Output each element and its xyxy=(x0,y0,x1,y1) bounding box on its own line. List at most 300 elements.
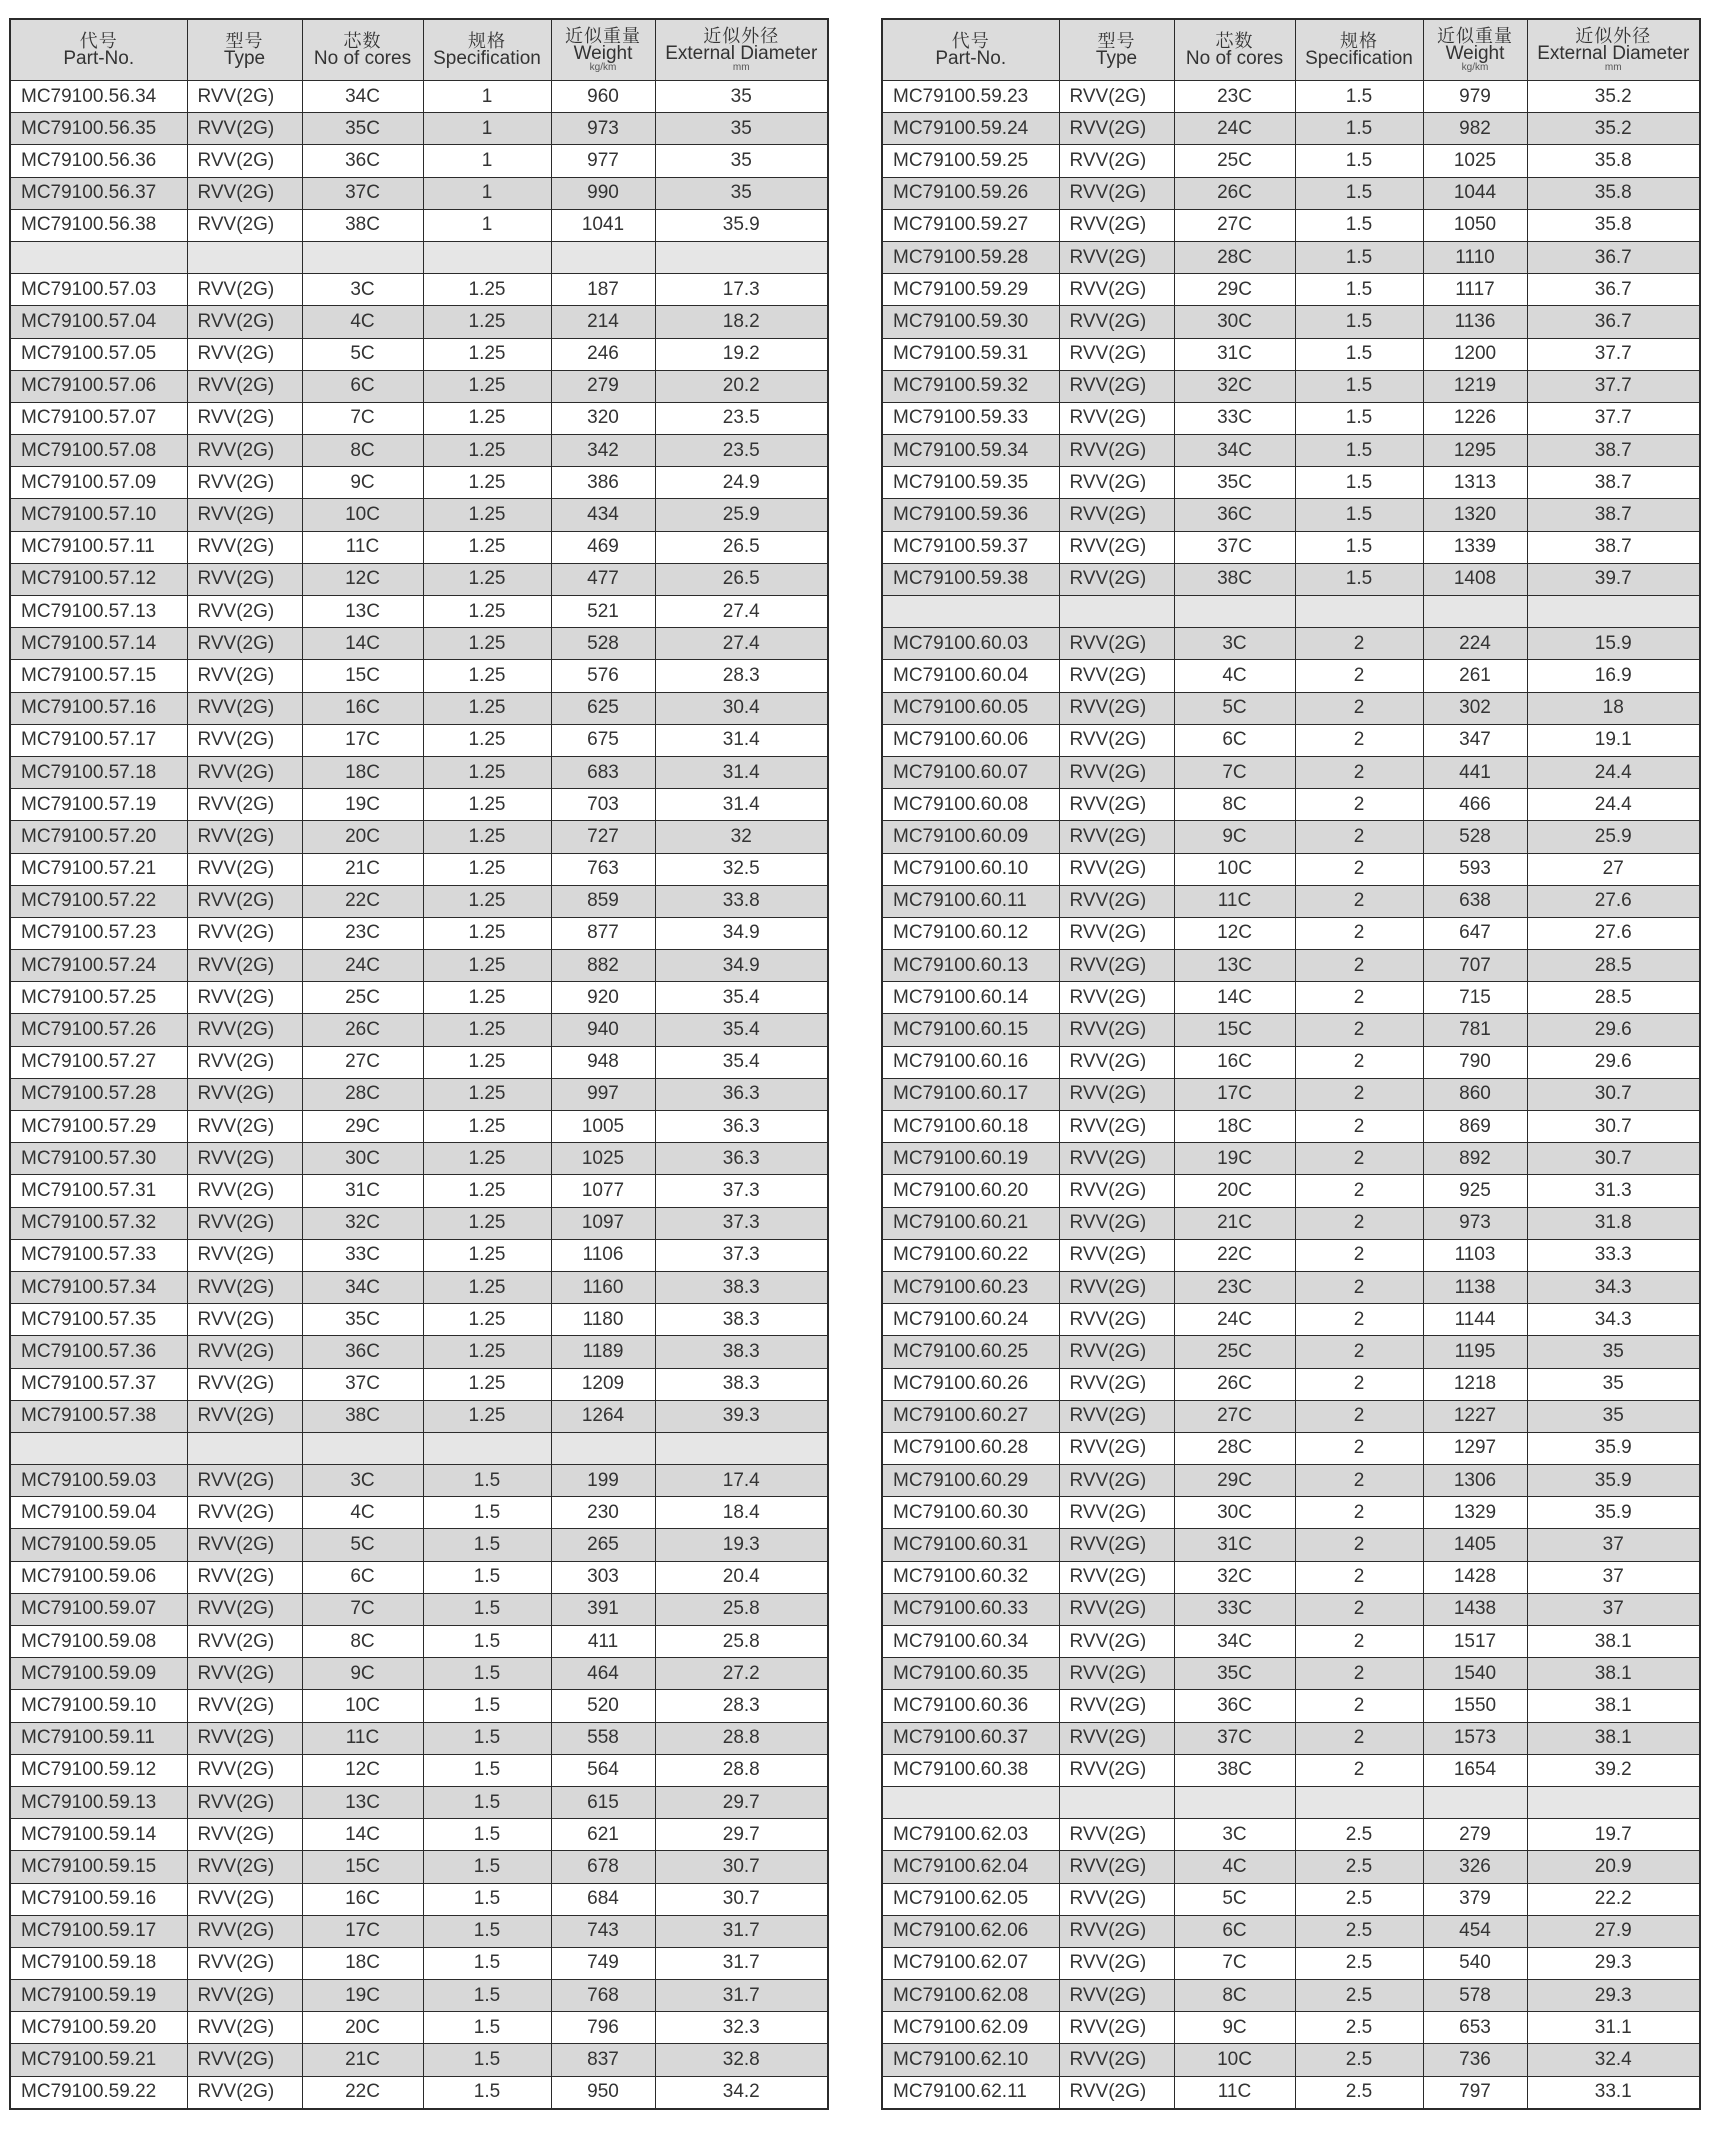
type-cell: RVV(2G) xyxy=(1059,628,1174,660)
type-cell: RVV(2G) xyxy=(187,563,302,595)
type-cell: RVV(2G) xyxy=(187,2076,302,2109)
spec-cell: 1.5 xyxy=(1295,435,1423,467)
table-row xyxy=(10,1078,828,1110)
diameter-cell: 33.8 xyxy=(655,885,828,917)
diameter-cell: 37.3 xyxy=(655,1175,828,1207)
type-cell: RVV(2G) xyxy=(187,1883,302,1915)
weight-cell: 869 xyxy=(1423,1111,1527,1143)
part-no-cell: MC79100.62.07 xyxy=(882,1947,1059,1979)
weight-cell: 940 xyxy=(551,1014,655,1046)
weight-cell: 411 xyxy=(551,1626,655,1658)
part-no-cell: MC79100.62.10 xyxy=(882,2044,1059,2076)
table-row xyxy=(10,1465,828,1497)
type-cell: RVV(2G) xyxy=(187,853,302,885)
weight-cell: 749 xyxy=(551,1947,655,1979)
spec-cell: 2 xyxy=(1295,1239,1423,1271)
type-cell: RVV(2G) xyxy=(187,1980,302,2012)
weight-cell: 578 xyxy=(1423,1980,1527,2012)
weight-cell: 960 xyxy=(551,81,655,113)
weight-cell: 391 xyxy=(551,1593,655,1625)
part-no-cell: MC79100.59.20 xyxy=(10,2012,187,2044)
weight-cell: 454 xyxy=(1423,1915,1527,1947)
part-no-cell: MC79100.59.32 xyxy=(882,370,1059,402)
diameter-cell: 29.3 xyxy=(1527,1980,1700,2012)
spec-cell: 1.25 xyxy=(423,1207,551,1239)
spec-cell: 1.5 xyxy=(423,1980,551,2012)
weight-cell: 736 xyxy=(1423,2044,1527,2076)
spec-table-left xyxy=(9,18,827,2110)
cores-cell: 26C xyxy=(1174,1368,1295,1400)
table-row xyxy=(882,1947,1700,1979)
table-row xyxy=(882,1754,1700,1786)
table-row xyxy=(10,982,828,1014)
weight-cell: 621 xyxy=(551,1819,655,1851)
part-no-cell: MC79100.62.04 xyxy=(882,1851,1059,1883)
type-cell: RVV(2G) xyxy=(1059,241,1174,273)
cores-cell: 37C xyxy=(1174,1722,1295,1754)
weight-cell: 707 xyxy=(1423,950,1527,982)
table-row xyxy=(10,306,828,338)
type-cell: RVV(2G) xyxy=(1059,660,1174,692)
diameter-cell: 37 xyxy=(1527,1529,1700,1561)
part-no-cell: MC79100.62.03 xyxy=(882,1819,1059,1851)
cores-cell: 32C xyxy=(1174,1561,1295,1593)
part-no-cell: MC79100.59.38 xyxy=(882,563,1059,595)
part-no-cell: MC79100.57.33 xyxy=(10,1239,187,1271)
weight-cell: 199 xyxy=(551,1465,655,1497)
type-cell: RVV(2G) xyxy=(1059,145,1174,177)
cores-cell: 30C xyxy=(302,1143,423,1175)
spec-cell: 1.25 xyxy=(423,724,551,756)
empty-cell xyxy=(1295,596,1423,628)
part-no-cell: MC79100.60.08 xyxy=(882,789,1059,821)
table-row xyxy=(882,660,1700,692)
diameter-cell: 30.7 xyxy=(1527,1143,1700,1175)
cores-cell: 12C xyxy=(302,1754,423,1786)
type-cell: RVV(2G) xyxy=(187,499,302,531)
spec-cell: 1.5 xyxy=(1295,306,1423,338)
part-no-cell: MC79100.60.06 xyxy=(882,724,1059,756)
spec-cell: 2 xyxy=(1295,821,1423,853)
part-no-cell: MC79100.59.09 xyxy=(10,1658,187,1690)
weight-cell: 1313 xyxy=(1423,467,1527,499)
part-no-cell: MC79100.57.06 xyxy=(10,370,187,402)
diameter-cell: 31.4 xyxy=(655,724,828,756)
type-cell: RVV(2G) xyxy=(1059,1111,1174,1143)
part-no-cell: MC79100.60.23 xyxy=(882,1271,1059,1303)
part-no-cell: MC79100.57.36 xyxy=(10,1336,187,1368)
diameter-cell: 22.2 xyxy=(1527,1883,1700,1915)
weight-cell: 540 xyxy=(1423,1947,1527,1979)
diameter-cell: 35.8 xyxy=(1527,145,1700,177)
part-no-cell: MC79100.59.29 xyxy=(882,274,1059,306)
spec-cell: 2 xyxy=(1295,1658,1423,1690)
table-row xyxy=(10,435,828,467)
cores-cell: 37C xyxy=(1174,531,1295,563)
table-row xyxy=(882,306,1700,338)
diameter-cell: 38.3 xyxy=(655,1336,828,1368)
weight-cell: 1097 xyxy=(551,1207,655,1239)
blank-separator-row xyxy=(10,1432,828,1464)
table-row xyxy=(10,274,828,306)
spec-cell: 1.5 xyxy=(1295,177,1423,209)
header-cores: 芯数 No of cores xyxy=(302,19,423,81)
part-no-cell: MC79100.59.26 xyxy=(882,177,1059,209)
diameter-cell: 34.2 xyxy=(655,2076,828,2109)
spec-cell: 2.5 xyxy=(1295,2044,1423,2076)
diameter-cell: 29.7 xyxy=(655,1786,828,1818)
type-cell: RVV(2G) xyxy=(1059,1304,1174,1336)
cores-cell: 19C xyxy=(1174,1143,1295,1175)
spec-cell: 1.25 xyxy=(423,917,551,949)
table-row xyxy=(10,853,828,885)
diameter-cell: 31.7 xyxy=(655,1947,828,1979)
table-row xyxy=(882,2012,1700,2044)
table-row xyxy=(10,1304,828,1336)
type-cell: RVV(2G) xyxy=(187,402,302,434)
cores-cell: 20C xyxy=(1174,1175,1295,1207)
type-cell: RVV(2G) xyxy=(187,1690,302,1722)
spec-cell: 2 xyxy=(1295,628,1423,660)
table-row xyxy=(882,531,1700,563)
weight-cell: 684 xyxy=(551,1883,655,1915)
part-no-cell: MC79100.60.37 xyxy=(882,1722,1059,1754)
cores-cell: 21C xyxy=(1174,1207,1295,1239)
part-no-cell: MC79100.59.03 xyxy=(10,1465,187,1497)
part-no-cell: MC79100.62.09 xyxy=(882,2012,1059,2044)
weight-cell: 1180 xyxy=(551,1304,655,1336)
cores-cell: 14C xyxy=(1174,982,1295,1014)
spec-cell: 1 xyxy=(423,113,551,145)
weight-cell: 973 xyxy=(551,113,655,145)
cores-cell: 6C xyxy=(1174,1915,1295,1947)
spec-cell: 1.25 xyxy=(423,1046,551,1078)
table-row xyxy=(882,1336,1700,1368)
spec-cell: 1.25 xyxy=(423,274,551,306)
type-cell: RVV(2G) xyxy=(1059,1561,1174,1593)
table-row xyxy=(10,1400,828,1432)
cores-cell: 23C xyxy=(1174,81,1295,113)
part-no-cell: MC79100.59.17 xyxy=(10,1915,187,1947)
diameter-cell: 26.5 xyxy=(655,531,828,563)
table-row xyxy=(10,1175,828,1207)
spec-cell: 2.5 xyxy=(1295,1851,1423,1883)
part-no-cell: MC79100.59.35 xyxy=(882,467,1059,499)
empty-cell xyxy=(1527,596,1700,628)
table-row xyxy=(882,241,1700,273)
part-no-cell: MC79100.56.37 xyxy=(10,177,187,209)
part-no-cell: MC79100.56.38 xyxy=(10,209,187,241)
part-no-cell: MC79100.59.06 xyxy=(10,1561,187,1593)
cores-cell: 8C xyxy=(302,1626,423,1658)
empty-cell xyxy=(1174,1786,1295,1818)
type-cell: RVV(2G) xyxy=(187,1497,302,1529)
header-diameter: 近似外径 External Diameter mm xyxy=(655,19,828,81)
part-no-cell: MC79100.59.18 xyxy=(10,1947,187,1979)
cores-cell: 8C xyxy=(302,435,423,467)
spec-cell: 1 xyxy=(423,209,551,241)
spec-cell: 2 xyxy=(1295,1400,1423,1432)
spec-cell: 1.25 xyxy=(423,1078,551,1110)
type-cell: RVV(2G) xyxy=(187,2044,302,2076)
cores-cell: 18C xyxy=(302,756,423,788)
spec-cell: 2.5 xyxy=(1295,1883,1423,1915)
spec-cell: 1.5 xyxy=(423,2076,551,2109)
type-cell: RVV(2G) xyxy=(187,628,302,660)
weight-cell: 647 xyxy=(1423,917,1527,949)
type-cell: RVV(2G) xyxy=(187,1046,302,1078)
diameter-cell: 32.3 xyxy=(655,2012,828,2044)
weight-cell: 1219 xyxy=(1423,370,1527,402)
table-row xyxy=(882,467,1700,499)
type-cell: RVV(2G) xyxy=(1059,1497,1174,1529)
cores-cell: 28C xyxy=(1174,1432,1295,1464)
spec-cell: 1.25 xyxy=(423,370,551,402)
diameter-cell: 35 xyxy=(655,177,828,209)
empty-cell xyxy=(423,241,551,273)
weight-cell: 727 xyxy=(551,821,655,853)
part-no-cell: MC79100.60.25 xyxy=(882,1336,1059,1368)
type-cell: RVV(2G) xyxy=(187,2012,302,2044)
diameter-cell: 27.9 xyxy=(1527,1915,1700,1947)
diameter-cell: 35.2 xyxy=(1527,113,1700,145)
type-cell: RVV(2G) xyxy=(187,1271,302,1303)
part-no-cell: MC79100.57.19 xyxy=(10,789,187,821)
weight-cell: 1297 xyxy=(1423,1432,1527,1464)
type-cell: RVV(2G) xyxy=(187,1111,302,1143)
empty-cell xyxy=(1423,596,1527,628)
empty-cell xyxy=(10,1432,187,1464)
table-row xyxy=(10,756,828,788)
table-row xyxy=(882,1626,1700,1658)
empty-cell xyxy=(302,1432,423,1464)
weight-cell: 1408 xyxy=(1423,563,1527,595)
spec-cell: 2 xyxy=(1295,1111,1423,1143)
diameter-cell: 31.4 xyxy=(655,756,828,788)
part-no-cell: MC79100.60.12 xyxy=(882,917,1059,949)
spec-cell: 1.25 xyxy=(423,338,551,370)
type-cell: RVV(2G) xyxy=(187,1336,302,1368)
part-no-cell: MC79100.59.28 xyxy=(882,241,1059,273)
weight-cell: 279 xyxy=(551,370,655,402)
diameter-cell: 27.6 xyxy=(1527,917,1700,949)
diameter-cell: 35 xyxy=(655,145,828,177)
type-cell: RVV(2G) xyxy=(1059,1432,1174,1464)
cores-cell: 13C xyxy=(302,1786,423,1818)
part-no-cell: MC79100.57.12 xyxy=(10,563,187,595)
empty-cell xyxy=(1059,1786,1174,1818)
spec-cell: 1.5 xyxy=(1295,499,1423,531)
diameter-cell: 25.9 xyxy=(1527,821,1700,853)
spec-cell: 1.25 xyxy=(423,821,551,853)
empty-cell xyxy=(655,1432,828,1464)
diameter-cell: 38.7 xyxy=(1527,499,1700,531)
cores-cell: 32C xyxy=(1174,370,1295,402)
cores-cell: 21C xyxy=(302,2044,423,2076)
diameter-cell: 29.6 xyxy=(1527,1046,1700,1078)
type-cell: RVV(2G) xyxy=(1059,1046,1174,1078)
empty-cell xyxy=(423,1432,551,1464)
part-no-cell: MC79100.60.34 xyxy=(882,1626,1059,1658)
weight-cell: 837 xyxy=(551,2044,655,2076)
weight-cell: 386 xyxy=(551,467,655,499)
weight-cell: 303 xyxy=(551,1561,655,1593)
spec-table-right xyxy=(881,18,1699,2110)
type-cell: RVV(2G) xyxy=(187,917,302,949)
weight-cell: 1025 xyxy=(1423,145,1527,177)
part-no-cell: MC79100.60.16 xyxy=(882,1046,1059,1078)
diameter-cell: 28.8 xyxy=(655,1722,828,1754)
spec-cell: 1.5 xyxy=(1295,274,1423,306)
table-row xyxy=(882,1271,1700,1303)
diameter-cell: 19.7 xyxy=(1527,1819,1700,1851)
spec-cell: 1.25 xyxy=(423,1239,551,1271)
cores-cell: 6C xyxy=(302,1561,423,1593)
table-row xyxy=(10,1207,828,1239)
cores-cell: 15C xyxy=(1174,1014,1295,1046)
diameter-cell: 35 xyxy=(655,113,828,145)
table-row xyxy=(10,724,828,756)
spec-cell: 2 xyxy=(1295,1143,1423,1175)
cores-cell: 7C xyxy=(302,1593,423,1625)
diameter-cell: 34.3 xyxy=(1527,1304,1700,1336)
part-no-cell: MC79100.59.36 xyxy=(882,499,1059,531)
weight-cell: 1195 xyxy=(1423,1336,1527,1368)
spec-cell: 2 xyxy=(1295,1432,1423,1464)
type-cell: RVV(2G) xyxy=(187,1175,302,1207)
cores-cell: 22C xyxy=(1174,1239,1295,1271)
part-no-cell: MC79100.57.21 xyxy=(10,853,187,885)
table-row xyxy=(10,1046,828,1078)
type-cell: RVV(2G) xyxy=(187,1143,302,1175)
diameter-cell: 36.3 xyxy=(655,1143,828,1175)
table-row xyxy=(10,1014,828,1046)
diameter-cell: 31.8 xyxy=(1527,1207,1700,1239)
diameter-cell: 19.2 xyxy=(655,338,828,370)
type-cell: RVV(2G) xyxy=(1059,1754,1174,1786)
cores-cell: 9C xyxy=(1174,821,1295,853)
cores-cell: 9C xyxy=(1174,2012,1295,2044)
weight-cell: 261 xyxy=(1423,660,1527,692)
weight-cell: 977 xyxy=(551,145,655,177)
type-cell: RVV(2G) xyxy=(1059,853,1174,885)
table-row xyxy=(10,1336,828,1368)
cores-cell: 28C xyxy=(1174,241,1295,273)
part-no-cell: MC79100.59.19 xyxy=(10,1980,187,2012)
table-row xyxy=(10,1626,828,1658)
table-row xyxy=(10,1851,828,1883)
table-row xyxy=(882,145,1700,177)
cores-cell: 17C xyxy=(302,1915,423,1947)
table-row xyxy=(10,2012,828,2044)
cores-cell: 3C xyxy=(1174,1819,1295,1851)
part-no-cell: MC79100.60.33 xyxy=(882,1593,1059,1625)
cores-cell: 38C xyxy=(1174,563,1295,595)
empty-cell xyxy=(551,1432,655,1464)
part-no-cell: MC79100.59.33 xyxy=(882,402,1059,434)
header-specification: 规格 Specification xyxy=(423,19,551,81)
weight-cell: 892 xyxy=(1423,1143,1527,1175)
type-cell: RVV(2G) xyxy=(1059,274,1174,306)
diameter-cell: 38.1 xyxy=(1527,1690,1700,1722)
type-cell: RVV(2G) xyxy=(187,1368,302,1400)
type-cell: RVV(2G) xyxy=(1059,756,1174,788)
cores-cell: 33C xyxy=(302,1239,423,1271)
cores-cell: 30C xyxy=(1174,306,1295,338)
weight-cell: 214 xyxy=(551,306,655,338)
weight-cell: 1306 xyxy=(1423,1465,1527,1497)
spec-cell: 2.5 xyxy=(1295,2076,1423,2109)
weight-cell: 1320 xyxy=(1423,499,1527,531)
weight-cell: 1117 xyxy=(1423,274,1527,306)
type-cell: RVV(2G) xyxy=(1059,1207,1174,1239)
diameter-cell: 37 xyxy=(1527,1561,1700,1593)
spec-cell: 2 xyxy=(1295,853,1423,885)
spec-cell: 1.25 xyxy=(423,692,551,724)
spec-cell: 1.5 xyxy=(1295,563,1423,595)
diameter-cell: 38.7 xyxy=(1527,435,1700,467)
header-specification: 规格 Specification xyxy=(1295,19,1423,81)
part-no-cell: MC79100.56.34 xyxy=(10,81,187,113)
spec-cell: 1.5 xyxy=(1295,145,1423,177)
spec-cell: 1.25 xyxy=(423,1111,551,1143)
part-no-cell: MC79100.60.17 xyxy=(882,1078,1059,1110)
weight-cell: 925 xyxy=(1423,1175,1527,1207)
part-no-cell: MC79100.57.17 xyxy=(10,724,187,756)
part-no-cell: MC79100.60.20 xyxy=(882,1175,1059,1207)
diameter-cell: 36.7 xyxy=(1527,306,1700,338)
cores-cell: 10C xyxy=(1174,2044,1295,2076)
type-cell: RVV(2G) xyxy=(187,113,302,145)
cores-cell: 38C xyxy=(302,1400,423,1432)
cores-cell: 34C xyxy=(1174,1626,1295,1658)
weight-cell: 703 xyxy=(551,789,655,821)
cores-cell: 6C xyxy=(302,370,423,402)
part-no-cell: MC79100.60.26 xyxy=(882,1368,1059,1400)
diameter-cell: 36.7 xyxy=(1527,274,1700,306)
cores-cell: 24C xyxy=(302,950,423,982)
part-no-cell: MC79100.57.26 xyxy=(10,1014,187,1046)
table-row xyxy=(882,1046,1700,1078)
type-cell: RVV(2G) xyxy=(1059,950,1174,982)
header-part-no: 代号 Part-No. xyxy=(10,19,187,81)
weight-cell: 477 xyxy=(551,563,655,595)
spec-cell: 1.25 xyxy=(423,853,551,885)
header-diameter: 近似外径 External Diameter mm xyxy=(1527,19,1700,81)
diameter-cell: 35.4 xyxy=(655,982,828,1014)
weight-cell: 1329 xyxy=(1423,1497,1527,1529)
type-cell: RVV(2G) xyxy=(1059,2012,1174,2044)
empty-cell xyxy=(1423,1786,1527,1818)
spec-cell: 1.5 xyxy=(423,1883,551,1915)
part-no-cell: MC79100.57.25 xyxy=(10,982,187,1014)
spec-cell: 1.5 xyxy=(1295,241,1423,273)
blank-separator-row xyxy=(882,1786,1700,1818)
table-row xyxy=(10,1497,828,1529)
part-no-cell: MC79100.57.37 xyxy=(10,1368,187,1400)
type-cell: RVV(2G) xyxy=(1059,1271,1174,1303)
table-row xyxy=(882,692,1700,724)
diameter-cell: 35.2 xyxy=(1527,81,1700,113)
table-row xyxy=(10,1593,828,1625)
weight-cell: 1138 xyxy=(1423,1271,1527,1303)
type-cell: RVV(2G) xyxy=(187,1851,302,1883)
empty-cell xyxy=(551,241,655,273)
weight-cell: 781 xyxy=(1423,1014,1527,1046)
empty-cell xyxy=(10,241,187,273)
diameter-cell: 29.3 xyxy=(1527,1947,1700,1979)
table-row xyxy=(10,1980,828,2012)
